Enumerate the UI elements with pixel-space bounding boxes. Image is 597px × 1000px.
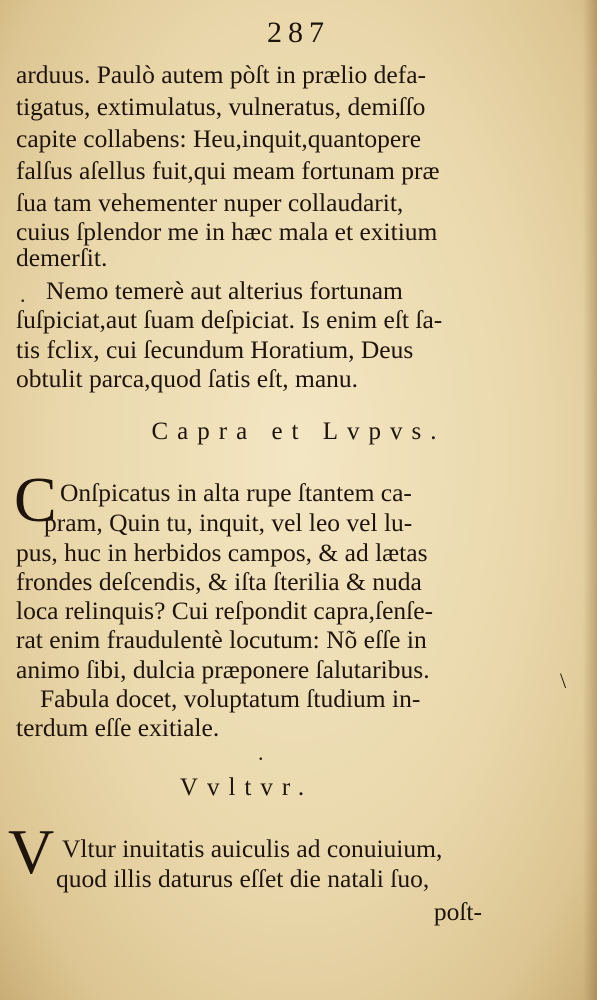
text-line: obtulit parca,quod ſatis eſt, manu.	[16, 364, 359, 393]
page-edge-shadow	[583, 0, 597, 1000]
catchword: poſt-	[433, 897, 482, 926]
text-line: arduus. Paulò autem pòſt in prælio defa-	[16, 60, 427, 89]
text-line: terdum eſſe exitiale.	[16, 713, 220, 742]
text-line: Nemo temerè aut alterius fortunam	[46, 276, 403, 305]
text-line: cuius ſplendor me in hæc mala et exitium	[16, 217, 438, 246]
text-line: quod illis daturus eſſet die natali ſuo,	[56, 864, 430, 893]
text-line: rat enim fraudulentè locutum: Nõ eſſe in	[16, 625, 427, 654]
text-line: Onſpicatus in alta rupe ſtantem ca-	[60, 478, 412, 507]
text-line: demerſit.	[16, 243, 108, 272]
text-line: animo ſibi, dulcia præponere ſalutaribus.	[16, 655, 430, 684]
text-line: ſuſpiciat,aut ſuam deſpiciat. Is enim eſt ſa-	[16, 305, 443, 334]
text-line: pram, Quin tu, inquit, vel leo vel lu-	[44, 508, 413, 537]
text-line: pus, huc in herbidos campos, & ad lætas	[16, 538, 428, 567]
text-line: ſua tam vehementer nuper collaudarit,	[16, 188, 404, 217]
margin-mark: .	[20, 282, 26, 307]
margin-mark: .	[258, 740, 264, 765]
text-line: falſus aſellus fuit,qui meam fortunam præ	[16, 156, 440, 185]
text-line: Vltur inuitatis auiculis ad conuiuium,	[62, 834, 443, 863]
text-line: frondes deſcendis, & iſta ſterilia & nuda	[16, 567, 422, 596]
text-line: capite collabens: Heu,inquit,quantopere	[16, 124, 422, 153]
fable-heading: Capra et Lvpvs.	[151, 418, 446, 445]
text-line: loca relinquis? Cui reſpondit capra,ſenſe-	[16, 596, 434, 625]
text-line: Fabula docet, voluptatum ſtudium in-	[40, 684, 421, 713]
text-line: tigatus, extimulatus, vulneratus, demiſſo	[16, 92, 426, 121]
page-number: 287	[267, 16, 330, 49]
text-line: tis fclix, cui ſecundum Horatium, Deus	[16, 335, 414, 364]
drop-cap-initial: C	[14, 464, 57, 535]
fable-heading: Vvltvr.	[179, 774, 314, 801]
drop-cap-initial: V	[8, 816, 55, 887]
margin-mark: \	[560, 668, 567, 693]
